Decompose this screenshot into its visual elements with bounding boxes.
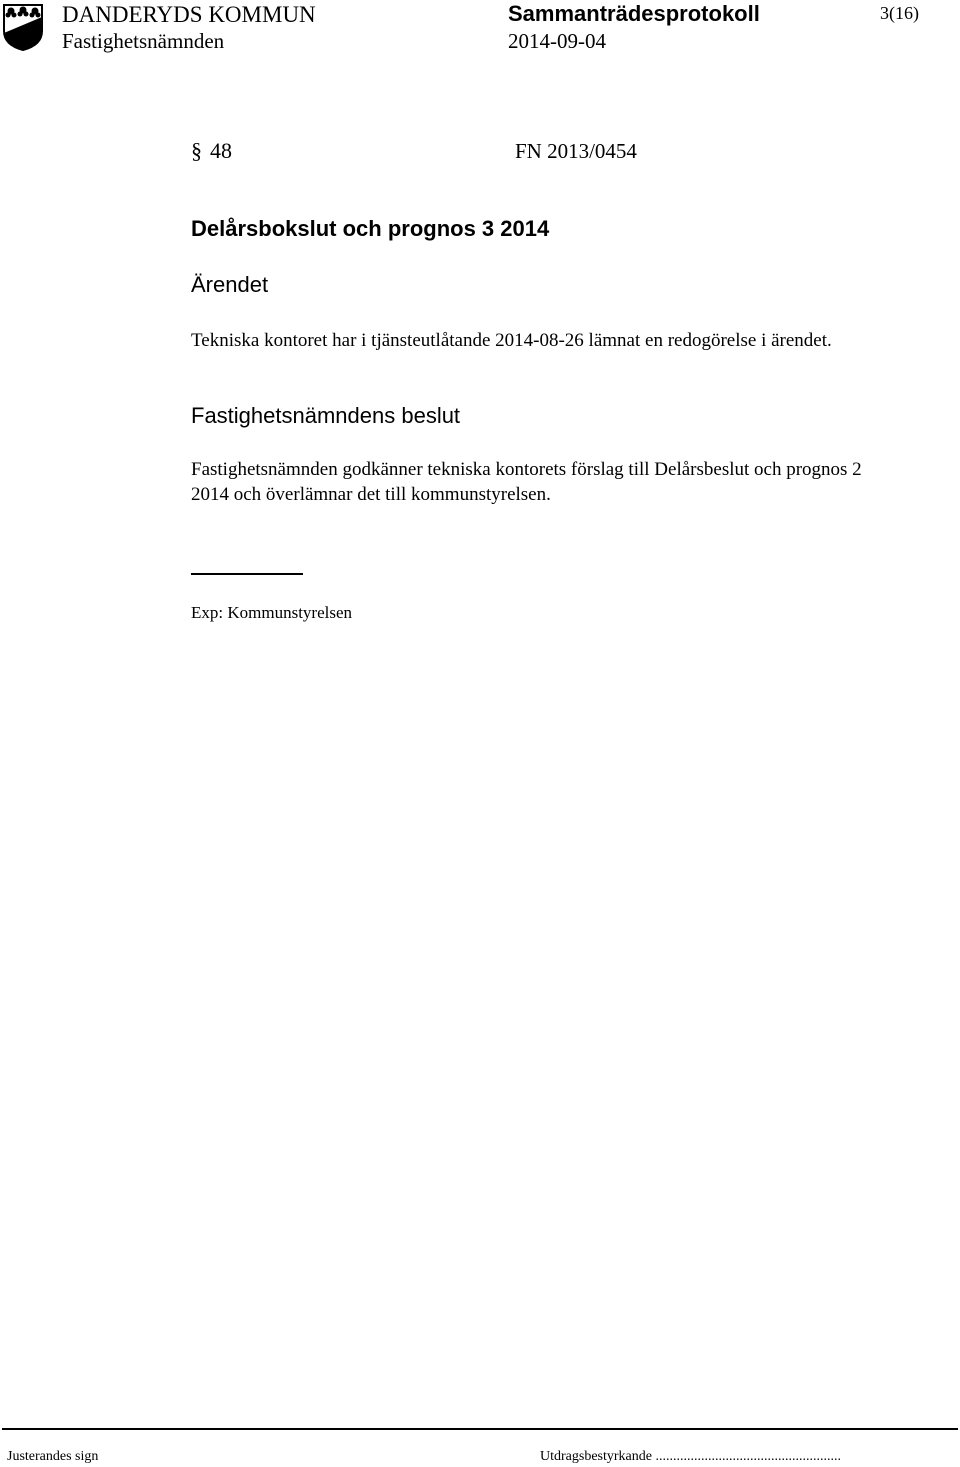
separator-rule bbox=[191, 573, 303, 575]
section-title: Delårsbokslut och prognos 3 2014 bbox=[191, 216, 550, 241]
paragraph-symbol: § bbox=[191, 138, 202, 163]
arendet-heading: Ärendet bbox=[191, 272, 269, 297]
footer-signature-label: Justerandes sign bbox=[7, 1449, 99, 1464]
organization-name: DANDERYDS KOMMUN bbox=[62, 2, 316, 27]
beslut-heading: Fastighetsnämndens beslut bbox=[191, 403, 461, 428]
footer-rule bbox=[2, 1428, 958, 1430]
footer-certification-label: Utdragsbestyrkande ..................................................... bbox=[540, 1449, 841, 1464]
arendet-text: Tekniska kontoret har i tjänsteutlåtande 2014-08-26 lämnat en redogörelse i ärendet. bbox=[191, 330, 832, 351]
department-name: Fastighetsnämnden bbox=[62, 29, 225, 53]
page-number: 3(16) bbox=[880, 3, 919, 23]
paragraph-number: 48 bbox=[210, 138, 232, 163]
distribution-note: Exp: Kommunstyrelsen bbox=[191, 603, 353, 622]
municipal-coat-of-arms-icon bbox=[2, 3, 44, 51]
paragraph-line bbox=[191, 138, 232, 164]
case-number: FN 2013/0454 bbox=[515, 139, 637, 163]
beslut-text: Fastighetsnämnden godkänner tekniska kontorets förslag till Delårsbeslut och prognos 2 2014 och överlämnar det till kommunstyrelsen. bbox=[191, 459, 862, 505]
document-type: Sammanträdesprotokoll bbox=[508, 1, 760, 26]
document-date: 2014-09-04 bbox=[508, 29, 606, 53]
